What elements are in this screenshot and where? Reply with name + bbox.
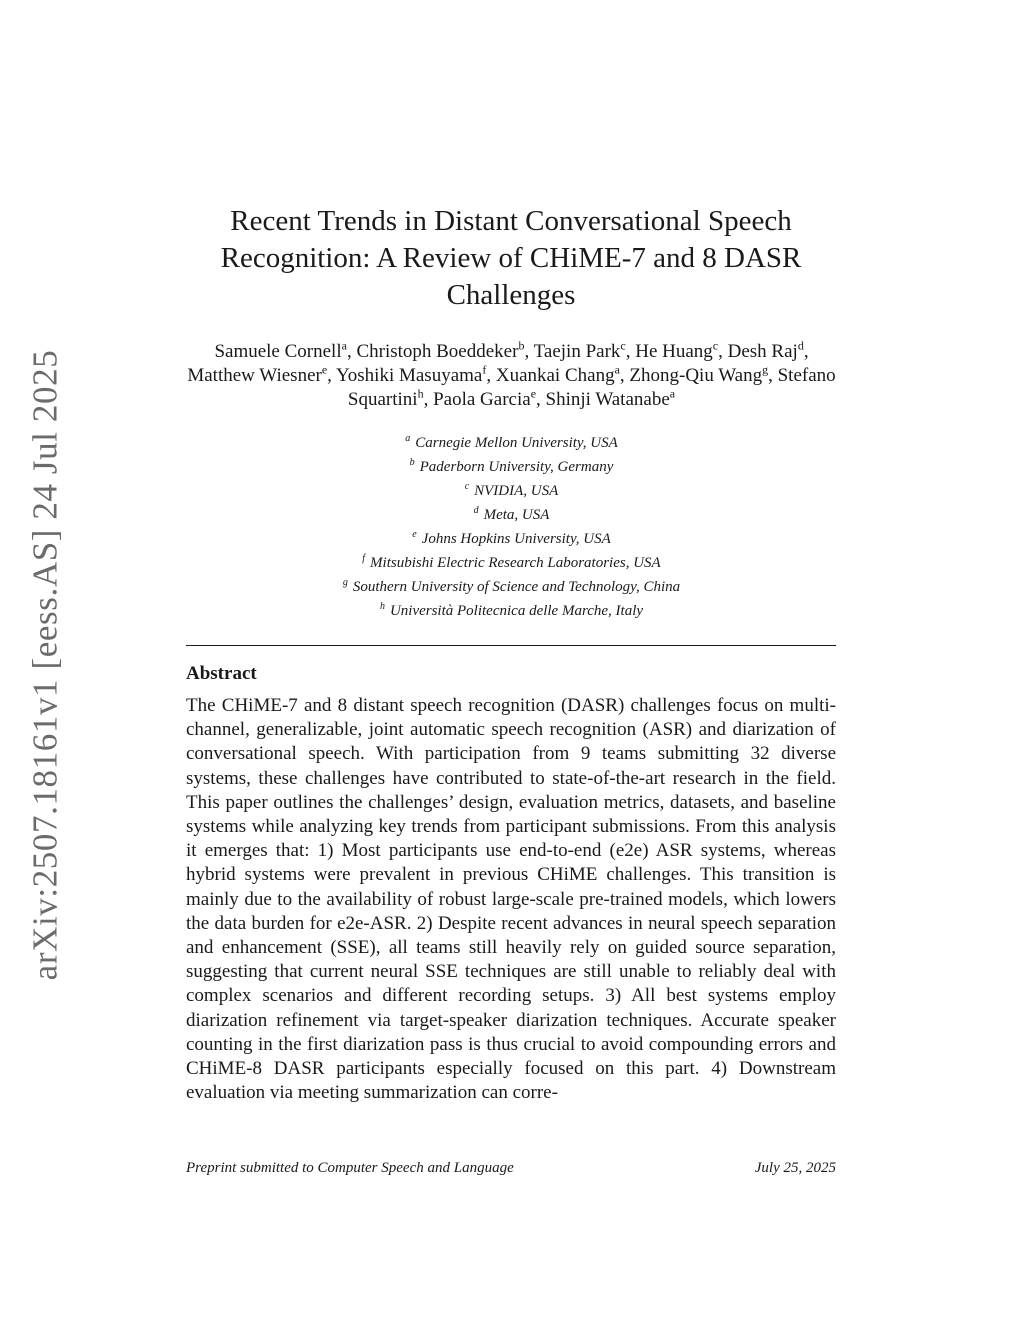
affiliation-key: b	[409, 457, 415, 468]
author	[433, 386, 537, 410]
affiliation-key: a	[405, 433, 411, 444]
author-affiliation-mark: a	[614, 362, 620, 377]
affiliation	[184, 525, 839, 549]
author	[214, 338, 347, 362]
author	[495, 362, 620, 386]
author-list: Samuele Cornell$^a$, Christoph Boeddeker$^b$, Taejin Park$^c$, He Huang$^c$, Desh Raj$^d$, Matthew Wiesner$^e$, Yoshiki Masuyama$^f$, Xuankai Chang$^a$, Zhong-Qiu Wang$^g$, Stefano Squartini$^h$, Paola Garcia$^e$, Shinji Watanabe$^a$	[187, 338, 836, 410]
arxiv-id[interactable]: arXiv:2507.18161v1 [eess.AS] 24 Jul 2025	[25, 349, 64, 981]
footer-date: July 25, 2025	[754, 1160, 836, 1176]
affiliation-key: f	[362, 553, 366, 564]
author-name: Christoph Boeddeker	[356, 341, 519, 362]
author	[533, 338, 626, 362]
author-affiliation-mark: d	[797, 338, 804, 353]
author	[187, 362, 328, 386]
author-affiliation-mark: e	[530, 386, 537, 401]
affiliation-list	[184, 429, 839, 621]
author-affiliation-mark: b	[518, 338, 525, 353]
author-name: Matthew Wiesner	[187, 365, 322, 386]
affiliation-text: Carnegie Mellon University, USA	[415, 435, 618, 451]
affiliation	[184, 597, 839, 621]
author-affiliation-mark: e	[321, 362, 328, 377]
affiliation	[184, 477, 839, 501]
author-affiliation-mark: a	[341, 338, 347, 353]
author	[635, 338, 719, 362]
affiliation-key: e	[412, 529, 417, 540]
affiliation	[184, 549, 839, 573]
author-name: Xuankai Chang	[495, 365, 615, 386]
author-affiliation-mark: c	[712, 338, 719, 353]
affiliation-key: c	[464, 481, 470, 492]
author-name: Desh Raj	[727, 341, 798, 362]
paper-title: Recent Trends in Distant Conversational Speech Recognition: A Review of CHiME-7 and 8 DASR Challenges	[220, 205, 802, 311]
author-name: Stefano Squartini	[347, 365, 836, 410]
affiliation	[184, 501, 839, 525]
affiliation	[184, 453, 839, 477]
affiliation-key: d	[473, 505, 479, 516]
affiliation-key: h	[379, 601, 385, 612]
affiliation-key: g	[342, 577, 348, 588]
author-name: Paola Garcia	[433, 389, 531, 410]
author-affiliation-mark: g	[762, 362, 769, 377]
abstract-heading: Abstract	[186, 663, 257, 684]
author-name: Shinji Watanabe	[545, 389, 670, 410]
affiliation	[184, 429, 839, 453]
affiliation-text: Meta, USA	[483, 507, 550, 523]
author-name: Zhong-Qiu Wang	[629, 365, 763, 386]
author-name: Taejin Park	[533, 341, 621, 362]
affiliation-text: Southern University of Science and Technology, China	[352, 579, 681, 595]
author-affiliation-mark: a	[669, 386, 676, 401]
affiliation-text: Università Politecnica delle Marche, Italy	[389, 603, 644, 619]
author-name: He Huang	[635, 341, 713, 362]
affiliation-text: Paderborn University, Germany	[419, 459, 614, 475]
arxiv-stamp[interactable]	[18, 349, 72, 981]
author-affiliation-mark: h	[417, 386, 424, 401]
author-name: Samuele Cornell	[214, 341, 342, 362]
author	[356, 338, 525, 362]
affiliation-text: Johns Hopkins University, USA	[421, 531, 611, 547]
author-affiliation-mark: c	[620, 338, 626, 353]
abstract-divider	[186, 645, 836, 646]
affiliation-text: NVIDIA, USA	[474, 483, 559, 499]
affiliation	[184, 573, 839, 597]
author-affiliation-mark: f	[482, 362, 487, 377]
author	[335, 362, 487, 386]
author-name: Yoshiki Masuyama	[335, 365, 483, 386]
author	[727, 338, 804, 362]
abstract-body: The CHiME-7 and 8 distant speech recognition (DASR) challenges focus on multi-channel, generalizable, joint automatic speech recognition (ASR) and diarization of conversational speech. With participation from 9 teams submitting 32 diverse systems, these challenges have contributed to state-of-the-art research in the field. This paper outlines the challenges’ design, evaluation metrics, datasets, and baseline systems while analyzing key trends from participant submissions. From this analysis it emerges that: 1) Most participants use end-to-end (e2e) ASR systems, whereas hybrid systems were prevalent in previous CHiME challenges. This transition is mainly due to the availability of robust large-scale pre-trained models, which lowers the data burden for e2e-ASR. 2) Despite recent advances in neural speech separation and enhancement (SSE), all teams still heavily rely on guided source separation, suggesting that current neural SSE techniques are still unable to reliably deal with complex scenarios and different recording setups. 3) All best systems employ diarization refinement via target-speaker diarization techniques. Accurate speaker counting in the first diarization pass is thus crucial to avoid compounding errors and CHiME-8 DASR participants especially focused on this part. 4) Downstream evaluation via meeting summarization can corre-	[186, 695, 836, 1104]
author	[629, 362, 769, 386]
footer-journal: Preprint submitted to Computer Speech and Language	[186, 1160, 514, 1176]
affiliation-text: Mitsubishi Electric Research Laboratories, USA	[370, 555, 661, 571]
author	[545, 386, 676, 410]
